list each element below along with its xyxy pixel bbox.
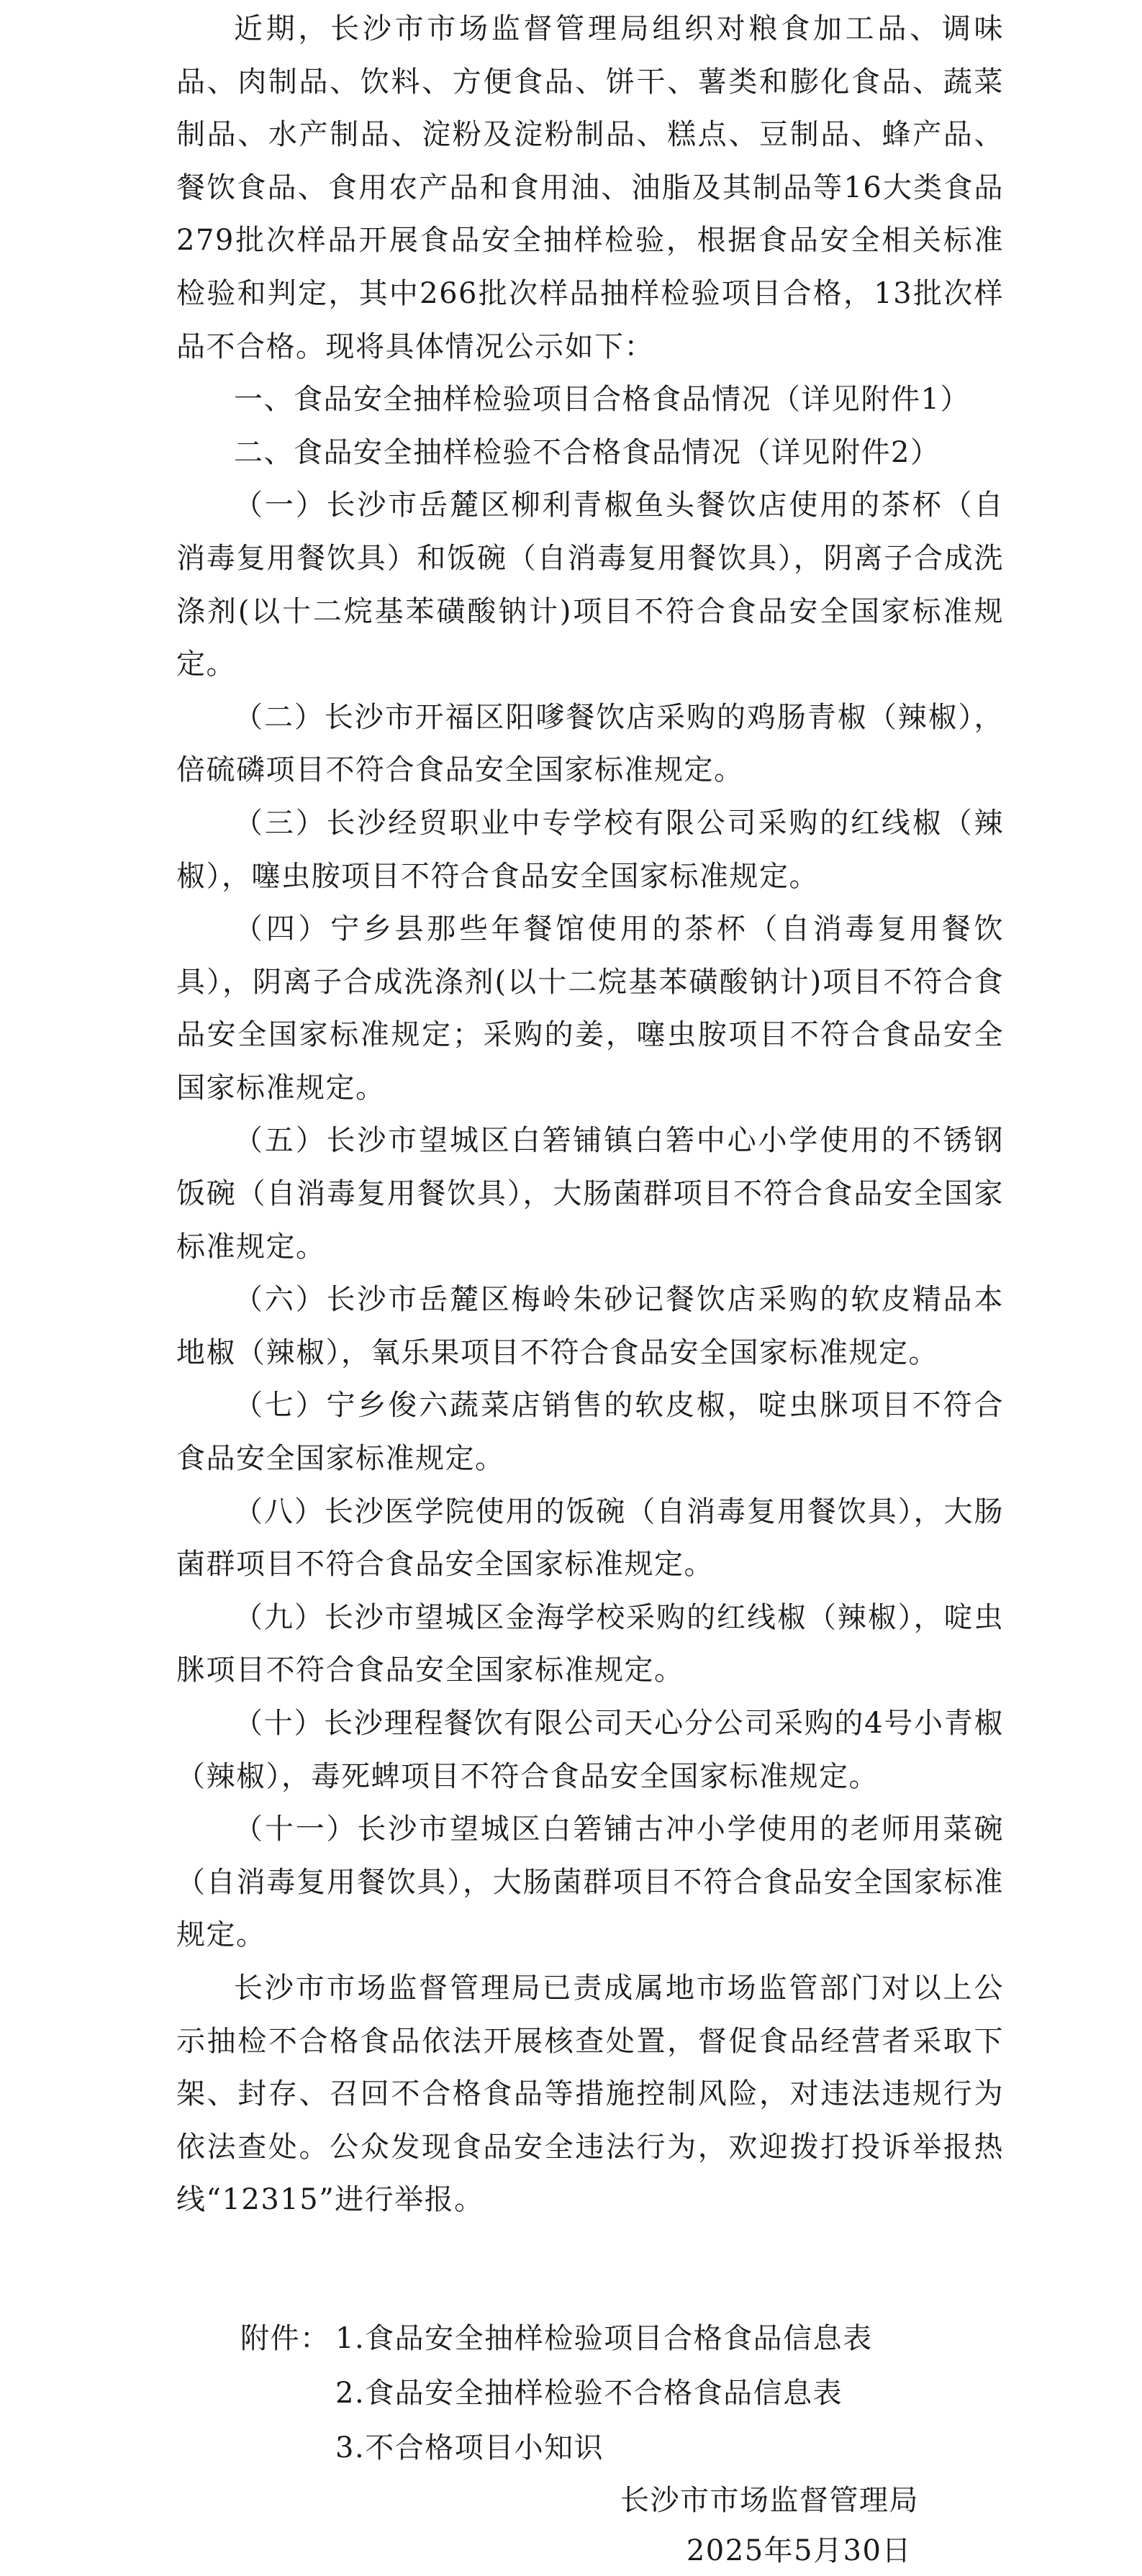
section-heading-qualified: 一、食品安全抽样检验项目合格食品情况（详见附件1） [234,383,970,417]
unqualified-item-11: （十一）长沙市望城区白箬铺古冲小学使用的老师用菜碗（自消毒复用餐饮具），大肠菌群项目不符合食品安全国家标准规定。 [176,1813,1004,1952]
issue-date: 2025年5月30日 [686,2534,912,2567]
document-body [176,3,1004,2227]
attachments-list [240,2311,873,2475]
attachment-row [240,2311,873,2366]
closing-paragraph: 长沙市市场监督管理局已责成属地市场监管部门对以上公示抽检不合格食品依法开展核查处置，督促食品经营者采取下架、封存、召回不合格食品等措施控制风险，对违法违规行为依法查处。公众发现食品安全违法行为，欢迎拨打投诉举报热线“12315”进行举报。 [176,1971,1004,2217]
section-heading-unqualified: 二、食品安全抽样检验不合格食品情况（详见附件2） [234,435,941,469]
unqualified-item-1: （一）长沙市岳麓区柳利青椒鱼头餐饮店使用的茶杯（自消毒复用餐饮具）和饭碗（自消毒复用餐饮具），阴离子合成洗涤剂(以十二烷基苯磺酸钠计)项目不符合食品安全国家标准规定。 [176,489,1004,681]
unqualified-item-5: （五）长沙市望城区白箬铺镇白箬中心小学使用的不锈钢饭碗（自消毒复用餐饮具），大肠菌群项目不符合食品安全国家标准规定。 [176,1124,1004,1264]
attachment-item-2: 2.食品安全抽样检验不合格食品信息表 [335,2377,843,2410]
attachment-row [240,2366,873,2421]
intro-paragraph: 近期，长沙市市场监督管理局组织对粮食加工品、调味品、肉制品、饮料、方便食品、饼干、薯类和膨化食品、蔬菜制品、水产制品、淀粉及淀粉制品、糕点、豆制品、蜂产品、餐饮食品、食用农产品和食用油、油脂及其制品等16大类食品279批次样品开展食品安全抽样检验，根据食品安全相关标准检验和判定，其中266批次样品抽样检验项目合格，13批次样品不合格。现将具体情况公示如下： [176,12,1004,363]
attachment-item-1: 1.食品安全抽样检验项目合格食品信息表 [335,2322,873,2355]
attachment-item-3: 3.不合格项目小知识 [335,2431,604,2464]
unqualified-item-6: （六）长沙市岳麓区梅岭朱砂记餐饮店采购的软皮精品本地椒（辣椒），氧乐果项目不符合食品安全国家标准规定。 [176,1283,1004,1369]
unqualified-item-3: （三）长沙经贸职业中专学校有限公司采购的红线椒（辣椒），噻虫胺项目不符合食品安全国家标准规定。 [176,806,1004,893]
attachments-label: 附件： [240,2322,330,2355]
unqualified-item-4: （四）宁乡县那些年餐馆使用的茶杯（自消毒复用餐饮具），阴离子合成洗涤剂(以十二烷基苯磺酸钠计)项目不符合食品安全国家标准规定；采购的姜，噻虫胺项目不符合食品安全国家标准规定。 [176,912,1004,1105]
unqualified-item-9: （九）长沙市望城区金海学校采购的红线椒（辣椒），啶虫脒项目不符合食品安全国家标准规定。 [176,1600,1004,1687]
signature-block [620,2475,919,2576]
unqualified-item-10: （十）长沙理程餐饮有限公司天心分公司采购的4号小青椒（辣椒），毒死蜱项目不符合食品安全国家标准规定。 [176,1707,1004,1793]
unqualified-item-7: （七）宁乡俊六蔬菜店销售的软皮椒，啶虫脒项目不符合食品安全国家标准规定。 [176,1389,1004,1476]
issuing-organization: 长沙市市场监督管理局 [620,2484,919,2517]
unqualified-item-8: （八）长沙医学院使用的饭碗（自消毒复用餐饮具），大肠菌群项目不符合食品安全国家标准规定。 [176,1495,1004,1582]
unqualified-item-2: （二）长沙市开福区阳嗲餐饮店采购的鸡肠青椒（辣椒），倍硫磷项目不符合食品安全国家标准规定。 [176,700,1004,787]
attachment-row [240,2421,873,2475]
